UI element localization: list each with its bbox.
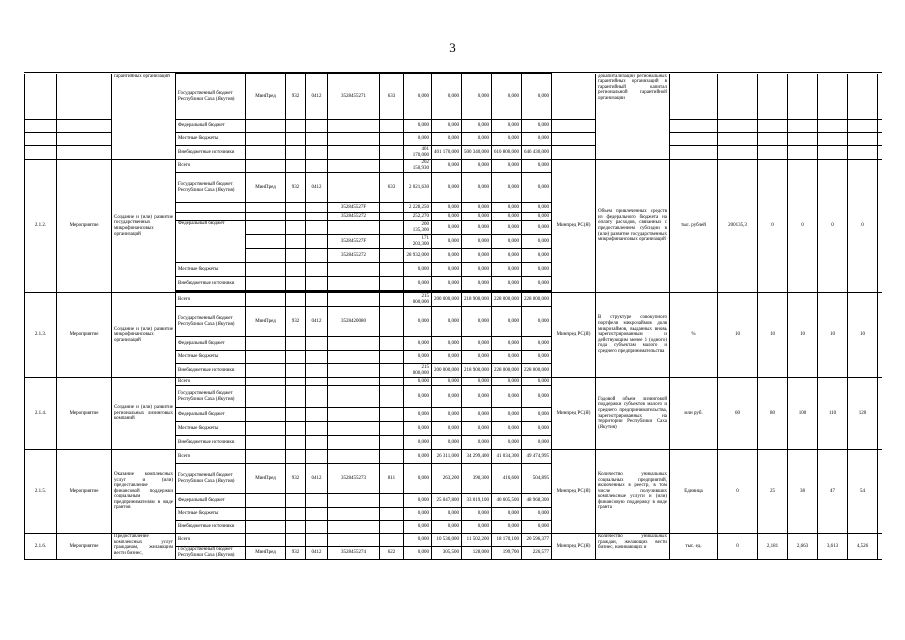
table-row: 2.1.2. Мероприятие Создание и (или) развитие государственных микрофинансовых организаций Всего 202 150,930 0,000 0,000 0,000 0,000 Минпред РС(Я) Объем привлеченных средств из федерального бюджета на оплату расходов, связанных с предоставлением субсидии в (или) развитие государственных микрофинансовых организаций тыс. рублей 200135,3 0 0 0 0 xyxy=(25,160,883,173)
unit: % xyxy=(670,293,718,378)
activity-name: Оказание комплексных услуг и (или) предоставление финансовой поддержки социальным предпринимателям в виде грантов xyxy=(112,450,176,534)
table-row: 352845527F 171 203,300 0,000 0,000 0,000 0,000 xyxy=(25,235,883,249)
unit: млн руб. xyxy=(670,378,718,450)
table-row: Федеральный бюджет 0,000 0,000 0,000 0,000 0,000 xyxy=(25,120,883,133)
funding-source: Государственный бюджет Республики Саха (Якутия) xyxy=(176,74,246,120)
table-row: 2.1.3. Мероприятие Создание и (или) развитие микрофинансовых организаций Всего 215 000,000 200 000,000 218 900,000 228 000,000 228 000,000 Минпред РС(Я) В структуре совокупного портфеля микрозаймов доля микрозаймов, выданных вновь зарегистрированным и действующим менее 1 (одного) года субъектам малого и среднего предпринимательства % 10 10 10 10 10 xyxy=(25,293,883,307)
item-number: 2.1.6. xyxy=(25,534,57,560)
activity-name: Создание и (или) развитие региональных лизинговых компаний xyxy=(112,378,176,450)
table-row: Местные бюджеты 0,000 0,000 0,000 0,000 0,000 xyxy=(25,351,883,364)
table-row: Местные бюджеты 0,000 0,000 0,000 0,000 0,000 xyxy=(25,422,883,436)
table-row: Внебюджетные источники 401 170,000 401 170,000 500 340,000 610 800,000 646 430,000 xyxy=(25,146,883,160)
target-indicator: Объем привлеченных средств из федерального бюджета на оплату расходов, связанных с предоставлением субсидии в (или) развитие государственных микрофинансовых организаций xyxy=(596,160,670,293)
table-row: Государственный бюджет Республики Саха (Якутия) МинПред 932 0412 3528455273 811 0,000 263,200 390,300 416,600 504,895 xyxy=(25,464,883,494)
table-row: Внебюджетные источники 0,000 0,000 0,000 0,000 0,000 xyxy=(25,277,883,291)
table-row: 2.1.4. Мероприятие Создание и (или) развитие региональных лизинговых компаний Всего 0,000 0,000 0,000 0,000 0,000 Минпред РС(Я) Годовой объем лизинговой поддержки субъектов малого и среднего предпринимательства, зарегистрированных на территории Республики Саха (Якутия) млн руб. 60 80 100 110 120 xyxy=(25,378,883,386)
item-type: Мероприятие xyxy=(57,534,112,560)
responsible-executor: Минпред РС(Я) xyxy=(552,534,596,560)
table-row: Внебюджетные источники 0,000 0,000 0,000 0,000 0,000 xyxy=(25,436,883,450)
target-indicator: Годовой объем лизинговой поддержки субъектов малого и среднего предпринимательства, зарегистрированных на территории Республики Саха (Якутия) xyxy=(596,378,670,450)
table-row: Государственный бюджет Республики Саха (Якутия) МинПред 932 0412 633 2 021,630 0,000 0,000 0,000 0,000 xyxy=(25,173,883,203)
target-indicator: В структуре совокупного портфеля микрозаймов доля микрозаймов, выданных вновь зарегистрированным и действующим менее 1 (одного) года субъектам малого и среднего предпринимательства xyxy=(596,293,670,378)
activity-name: Предоставление комплексных услуг гражданам, желающим вести бизнес, xyxy=(112,534,176,560)
table-row: 3528455272 252,270 0,000 0,000 0,000 0,000 xyxy=(25,213,883,221)
item-type: Мероприятие xyxy=(57,293,112,378)
responsible-executor: Минпред РС(Я) xyxy=(552,450,596,534)
responsible-executor: Минпред РС(Я) xyxy=(552,378,596,450)
item-number: 2.1.5. xyxy=(25,450,57,534)
table-row: Федеральный бюджет 200 135,300 0,000 0,000 0,000 0,000 xyxy=(25,221,883,235)
unit: тыс. рублей xyxy=(670,160,718,293)
table-row: Федеральный бюджет 0,000 0,000 0,000 0,000 0,000 xyxy=(25,408,883,422)
table-row: Внебюджетные источники 215 000,000 200 000,000 218 900,000 228 000,000 228 000,000 xyxy=(25,364,883,378)
program-activities-table xyxy=(24,73,882,560)
table-row: 2.1.5. Мероприятие Оказание комплексных услуг и (или) предоставление финансовой поддержки социальным предпринимателям в виде грантов Всего 0,000 26 311,000 34 299,400 41 034,300 49 474,995 Минпред РС(Я) Количество уникальных социальных предприятий, включенных в реестр, в том числе получивших комплексные услуги и (или) финансовую поддержку в виде гранта Единица 0 25 38 47 54 xyxy=(25,450,883,464)
target-indicator: Количество уникальных социальных предприятий, включенных в реестр, в том числе получивших комплексные услуги и (или) финансовую поддержку в виде гранта xyxy=(596,450,670,534)
item-number: 2.1.4. xyxy=(25,378,57,450)
program-table-sheet xyxy=(24,72,882,631)
table-row: Государственный бюджет Республики Саха (Якутия) МинПред 932 0412 3528455274 622 0,000 305,500 128,000 199,700 226,577 xyxy=(25,547,883,560)
item-type: Мероприятие xyxy=(57,378,112,450)
table-row: Государственный бюджет Республики Саха (Якутия) МинПред 932 0412 3528420080 0,000 0,000 0,000 0,000 0,000 xyxy=(25,307,883,337)
table-row: 352845527F 2 228,250 0,000 0,000 0,000 0,000 xyxy=(25,203,883,213)
item-type: Мероприятие xyxy=(57,160,112,293)
page-number: 3 xyxy=(449,40,456,55)
unit: Единица xyxy=(670,450,718,534)
target-indicator: докапитализации региональных гарантийных организаций в гарантийный капитал региональной гарантийной организации xyxy=(596,74,670,160)
target-indicator: Количество уникальных граждан, желающих вести бизнес, начинающих и xyxy=(596,534,670,560)
activity-name: гарантийных организаций xyxy=(112,74,176,160)
table-row: Местные бюджеты 0,000 0,000 0,000 0,000 0,000 xyxy=(25,263,883,277)
responsible-executor: Минпред РС(Я) xyxy=(552,293,596,378)
table-row: Государственный бюджет Республики Саха (Якутия) 0,000 0,000 0,000 0,000 0,000 xyxy=(25,386,883,408)
table-row: Федеральный бюджет 0,000 25 047,800 33 019,100 40 605,500 48 968,300 xyxy=(25,494,883,508)
table-row: гарантийных организаций Государственный бюджет Республики Саха (Якутия) МинПред 932 0412 3528455271 633 0,000 0,000 0,000 0,000 0,000 докапитализации региональных гарантийных организаций в гарантийный капитал региональной гарантийной организации xyxy=(25,74,883,120)
table-row: 3528455272 28 932,000 0,000 0,000 0,000 0,000 xyxy=(25,249,883,263)
table-row: 2.1.6. Мероприятие Предоставление комплексных услуг гражданам, желающим вести бизнес, Всего 0,000 10 536,000 11 502,200 18 170,100 20 596,377 Минпред РС(Я) Количество уникальных граждан, желающих вести бизнес, начинающих и тыс. ед. 0 2,181 2,663 3,613 4,526 xyxy=(25,534,883,547)
table-row: Местные бюджеты 0,000 0,000 0,000 0,000 0,000 xyxy=(25,133,883,146)
item-number: 2.1.2. xyxy=(25,160,57,293)
activity-name: Создание и (или) развитие государственных микрофинансовых организаций xyxy=(112,160,176,293)
unit: тыс. ед. xyxy=(670,534,718,560)
activity-name: Создание и (или) развитие микрофинансовых организаций xyxy=(112,293,176,378)
item-number: 2.1.3. xyxy=(25,293,57,378)
table-row: Внебюджетные источники 0,000 0,000 0,000 0,000 0,000 xyxy=(25,521,883,534)
responsible-executor: Минпред РС(Я) xyxy=(552,160,596,293)
item-type: Мероприятие xyxy=(57,450,112,534)
table-row: Местные бюджеты 0,000 0,000 0,000 0,000 0,000 xyxy=(25,508,883,521)
table-row: Федеральный бюджет 0,000 0,000 0,000 0,000 0,000 xyxy=(25,337,883,351)
